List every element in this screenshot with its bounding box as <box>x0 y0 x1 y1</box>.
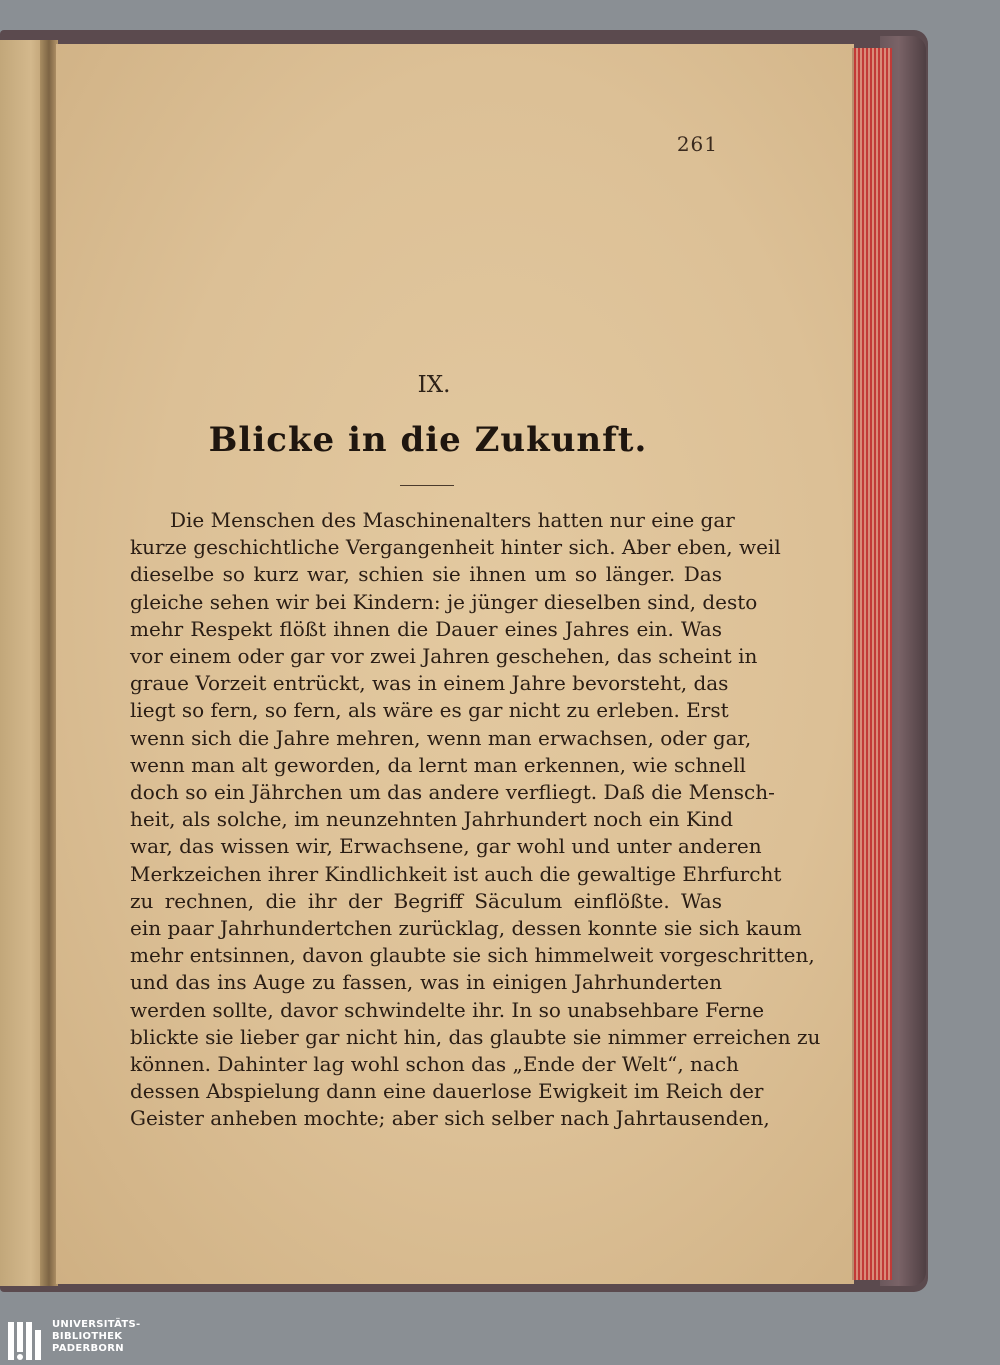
page-number: 261 <box>676 132 718 156</box>
text-line: wenn sich die Jahre mehren, wenn man erwachsen, oder gar, <box>130 725 752 750</box>
text-line: werden sollte, davor schwindelte ihr. In so unabsehbare Ferne <box>130 997 765 1022</box>
text-line: war, das wissen wir, Erwachsene, gar wohl und unter anderen <box>130 834 762 859</box>
title-divider <box>400 485 454 486</box>
institution-line: UNIVERSITÄTS- <box>52 1319 141 1330</box>
text-line: können. Dahinter lag wohl schon das „Ende der Welt“, nach <box>130 1052 739 1077</box>
text-line: mehr Respekt flößt ihnen die Dauer eines Jahres ein. Was <box>130 616 722 641</box>
text-line: dieselbe so kurz war, schien sie ihnen um so länger. Das <box>130 562 722 587</box>
facing-page-edge <box>0 40 44 1286</box>
institution-line: PADERBORN <box>52 1343 124 1354</box>
text-line: graue Vorzeit entrückt, was in einem Jahre bevorsteht, das <box>130 671 729 696</box>
footer-bar <box>0 1316 1000 1365</box>
chapter-title: Blicke in die Zukunft. <box>208 420 648 460</box>
text-line: Merkzeichen ihrer Kindlichkeit ist auch die gewaltige Ehrfurcht <box>130 861 782 886</box>
text-line: kurze geschichtliche Vergangenheit hinter sich. Aber eben, weil <box>130 535 781 560</box>
text-line: Die Menschen des Maschinenalters hatten nur eine gar <box>170 508 735 532</box>
institution-line: BIBLIOTHEK <box>52 1331 123 1342</box>
text-line: blickte sie lieber gar nicht hin, das glaubte sie nimmer erreichen zu <box>130 1024 821 1049</box>
page-edges <box>852 48 892 1280</box>
text-line: dessen Abspielung dann eine dauerlose Ewigkeit im Reich der <box>130 1079 764 1104</box>
text-line: heit, als solche, im neunzehnten Jahrhundert noch ein Kind <box>130 807 734 832</box>
ub-paderborn-logo-icon <box>6 1320 46 1362</box>
text-line: und das ins Auge zu fassen, was in einigen Jahrhunderten <box>130 970 722 995</box>
text-line: zu rechnen, die ihr der Begriff Säculum einflößte. Was <box>130 888 722 913</box>
institution-name <box>52 1319 141 1355</box>
text-line: wenn man alt geworden, da lernt man erkennen, wie schnell <box>130 752 746 777</box>
text-line: gleiche sehen wir bei Kindern: je jünger dieselben sind, desto <box>130 589 758 614</box>
text-line: liegt so fern, so fern, als wäre es gar nicht zu erleben. Erst <box>130 698 729 723</box>
text-line: doch so ein Jährchen um das andere verfliegt. Daß die Mensch- <box>130 780 775 805</box>
text-line: Geister anheben mochte; aber sich selber nach Jahrtausenden, <box>130 1106 770 1131</box>
text-line: mehr entsinnen, davon glaubte sie sich himmelweit vorgeschritten, <box>130 943 815 968</box>
text-line: ein paar Jahrhundertchen zurücklag, dessen konnte sie sich kaum <box>130 916 802 941</box>
body-text <box>130 507 821 1133</box>
chapter-number: IX. <box>417 372 451 398</box>
text-line: vor einem oder gar vor zwei Jahren geschehen, das scheint in <box>130 644 758 669</box>
